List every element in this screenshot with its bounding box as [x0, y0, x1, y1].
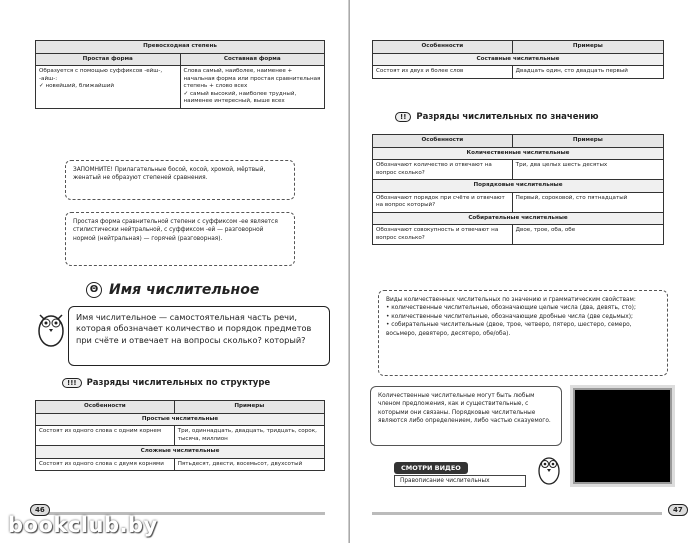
right-page — [350, 0, 700, 543]
cell-example: ✓ новейший, ближайший — [39, 83, 115, 90]
owl-mascot-icon — [34, 305, 68, 349]
groups-intro: Виды количественных числительных по значению и грамматическим свойствам: — [386, 297, 636, 303]
column-header: Примеры — [174, 401, 324, 414]
group-title: Сложные числительные — [36, 446, 325, 459]
column-header: Примеры — [512, 135, 663, 148]
table-cell: Обозначают совокупность и отвечают на вопрос сколько? — [373, 225, 513, 245]
page-footer-bar — [372, 512, 662, 515]
definition-box — [68, 306, 330, 366]
superlative-degree-table — [35, 40, 325, 109]
note-box — [65, 212, 295, 266]
table-cell: Обозначают порядок при счёте и отвечают на вопрос который? — [373, 192, 513, 212]
remember-text: ЗАПОМНИТЕ! Прилагательные босой, косой, хромой, мёртвый, женатый не образуют степеней сравнения. — [73, 167, 266, 182]
table-cell: Пятьдесят, двести, восемьсот, двухсотый — [174, 458, 324, 471]
table-header: Превосходная степень — [36, 41, 325, 54]
owl-mascot-icon — [534, 448, 564, 486]
group-title: Собирательные числительные — [373, 212, 664, 225]
section-heading — [86, 282, 259, 298]
table-cell: Состоят из одного слова с одним корнем — [36, 426, 175, 446]
column-header: Особенности — [36, 401, 175, 414]
section-number-icon: Θ — [86, 282, 102, 298]
cell-example: ✓ самый высокий, наиболее трудный, наименее интересный, выше всех — [183, 90, 297, 105]
group-title: Порядковые числительные — [373, 180, 664, 193]
subsection-heading — [395, 112, 599, 122]
note-text: Простая форма сравнительной степени с суффиксом -ее является стилистически нейтральной, с суффиксом -ей — разговорной нормой (нейтральная) — горячей (разговорная). — [73, 219, 278, 242]
column-header: Примеры — [512, 41, 663, 54]
cell-text: Образуется с помощью суффиксов -ейш-, -айш-: — [39, 68, 163, 82]
table-cell: Состоят из одного слова с двумя корнями — [36, 458, 175, 471]
column-header: Особенности — [373, 41, 513, 54]
subsection-heading — [62, 378, 270, 388]
list-item: • количественные числительные, обозначающие дробные числа (две седьмых); — [386, 313, 633, 320]
table-cell: Обозначают количество и отвечают на вопрос сколько? — [373, 160, 513, 180]
group-title: Количественные числительные — [373, 147, 664, 160]
group-title: Простые числительные — [36, 413, 325, 426]
subsection-badge: !! — [395, 112, 411, 122]
composite-table — [372, 40, 664, 79]
cell-text: Слова самый, наиболее, наименее + начальная форма или простая сравнительная степень + слово всех — [183, 68, 321, 90]
watch-video-block[interactable] — [394, 455, 534, 487]
page-number: 46 — [30, 504, 50, 516]
subsection-badge: !!! — [62, 378, 82, 388]
video-label: Правописание числительных — [394, 475, 526, 487]
page-number: 47 — [668, 504, 688, 516]
list-item: • собирательные числительные (двое, трое, четверо, пятеро, шестеро, семеро, восьмеро, девятеро, десятеро, обе/оба). — [386, 322, 632, 337]
table-cell: Двое, трое, оба, обе — [512, 225, 663, 245]
watermark-logo: bookclub.by — [8, 513, 158, 537]
watch-video-button[interactable]: СМОТРИ ВИДЕО — [394, 462, 468, 474]
definition-text: Имя числительное — самостоятельная часть речи, которая обозначает количество и порядок предметов при счёте и отвечает на вопросы сколько? который? — [76, 312, 312, 345]
groups-box — [378, 290, 668, 376]
column-header: Особенности — [373, 135, 513, 148]
list-item: • количественные числительные, обозначающие целые числа (два, девять, сто); — [386, 305, 636, 312]
section-title: Имя числительное — [109, 282, 260, 298]
meaning-table — [372, 134, 664, 245]
table-cell: Три, одиннадцать, двадцать, тридцать, сорок, тысяча, миллион — [174, 426, 324, 446]
syntax-box — [370, 386, 562, 446]
table-cell: Первый, сороковой, сто пятнадцатый — [512, 192, 663, 212]
video-player[interactable] — [573, 388, 672, 484]
table-cell: Двадцать один, сто двадцать первый — [512, 66, 663, 79]
column-header: Составная форма — [180, 53, 325, 66]
table-cell: Состоят из двух и более слов — [373, 66, 513, 79]
table-cell — [36, 66, 181, 109]
syntax-text: Количественные числительные могут быть любым членом предложения, как и существительные, с которыми они связаны. Порядковые числительные являются либо определением, либо частью сказуемого. — [378, 393, 551, 425]
column-header: Простая форма — [36, 53, 181, 66]
group-title: Составные числительные — [373, 53, 664, 66]
subsection-title: Разряды числительных по значению — [416, 112, 599, 122]
remember-box — [65, 160, 295, 200]
subsection-title: Разряды числительных по структуре — [86, 378, 271, 388]
table-cell: Три, два целых шесть десятых — [512, 160, 663, 180]
table-cell — [180, 66, 325, 109]
structure-table — [35, 400, 325, 471]
